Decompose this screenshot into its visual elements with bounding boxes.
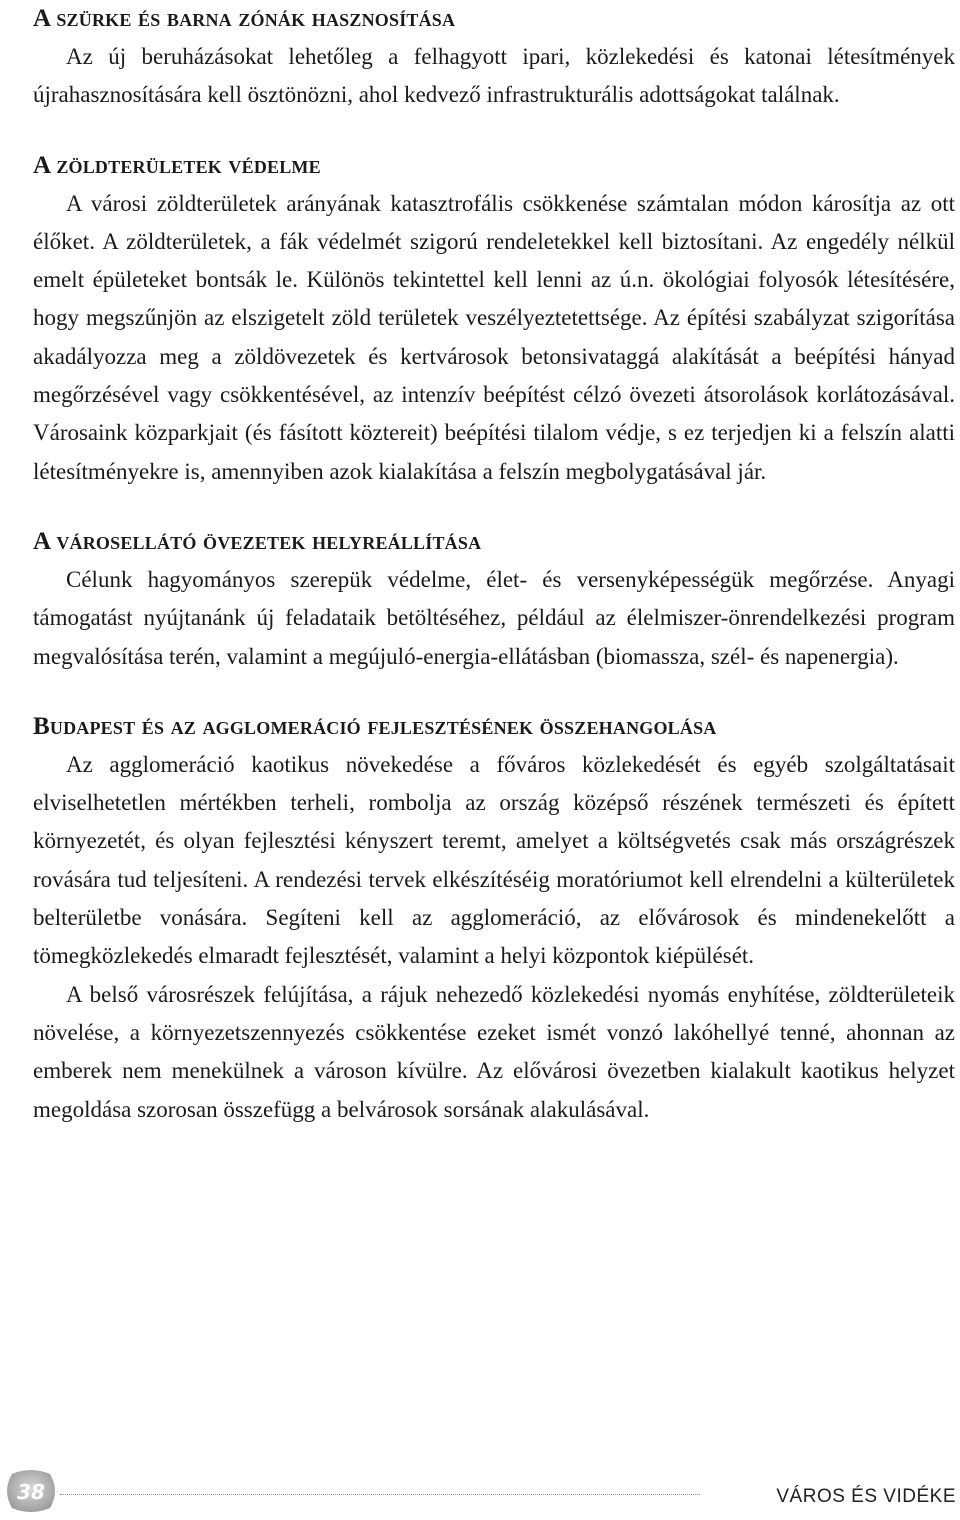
section-budapest-agglomeration — [33, 708, 955, 1129]
running-title: VÁROS ÉS VIDÉKE — [776, 1486, 956, 1507]
paragraph: A belső városrészek felújítása, a rájuk nehezedő közlekedési nyomás enyhítése, zöldterületeik növelése, a környezetszennyezés csökkentése ezeket ismét vonzó lakóhellyé tenné, ahonnan az emberek nem menekülnek a városon kívülre. Az elővárosi övezetben kialakult kaotikus helyzet megoldása szorosan összefügg a belvárosok sorsának alakulásával. — [33, 981, 955, 1122]
document-page — [33, 0, 955, 1129]
section-heading: Budapest és az agglomeráció fejlesztésének összehangolása — [33, 712, 717, 740]
paragraph: Az új beruházásokat lehetőleg a felhagyott ipari, közlekedési és katonai létesítmények újrahasznosítására kell ösztönözni, ahol kedvező infrastrukturális adottságokat találnak. — [33, 44, 955, 108]
page-number: 38 — [17, 1480, 45, 1504]
section-spacer — [33, 491, 955, 523]
section-spacer — [33, 115, 955, 147]
paragraph: Célunk hagyományos szerepük védelme, élet- és versenyképességük megőrzése. Anyagi támogatást nyújtanánk új feladataik betöltéséhez, például az élelmiszer-önrendelkezési program megvalósítása terén, valamint a megújuló-energia-ellátásban (biomassza, szél- és napenergia). — [33, 566, 955, 669]
section-spacer — [33, 676, 955, 708]
section-heading: A városellátó övezetek helyreállítása — [33, 527, 482, 555]
footer-divider — [60, 1494, 700, 1495]
section-heading: A zöldterületek védelme — [33, 151, 321, 179]
section-supply-zones — [33, 523, 955, 676]
section-green-areas — [33, 147, 955, 491]
paragraph: Az agglomeráció kaotikus növekedése a főváros közlekedését és egyéb szolgáltatásait elviselhetetlen mértékben terheli, rombolja az ország középső részének természeti és épített környezetét, és olyan fejlesztési kényszert teremt, amelyet a költségvetés csak más országrészek rovására tud teljesíteni. A rendezési tervek elkészítéséig moratóriumot kell elrendelni a külterületek belterületbe vonására. Segíteni kell az agglomeráció, az elővárosok és mindenekelőtt a tömegközlekedés elmaradt fejlesztését, valamint a helyi központok kiépülését. — [33, 751, 955, 969]
page-number-badge — [4, 1468, 58, 1514]
section-grey-brown-zones — [33, 0, 955, 115]
section-heading: A szürke és barna zónák hasznosítása — [33, 5, 456, 32]
paragraph: A városi zöldterületek arányának katasztrofális csökkenése számtalan módon károsítja az ott élőket. A zöldterületek, a fák védelmét szigorú rendeletekkel kell biztosítani. Az engedély nélkül emelt épületeket bontsák le. Különös tekintettel kell lenni az ú.n. ökológiai folyosók létesítésére, hogy megszűnjön az elszigetelt zöld területek veszélyeztetettsége. Az építési szabályzat szigorítása akadályozza meg a zöldövezetek és kertvárosok betonsivataggá alakítását a beépítési hányad megőrzésével vagy csökkentésével, az intenzív beépítést célzó övezeti átsorolások korlátozásával. Városaink közparkjait (és fásított köztereit) beépítési tilalom védje, s ez terjedjen ki a felszín alatti létesítményekre is, amennyiben azok kialakítása a felszín megbolygatásával jár. — [33, 190, 955, 484]
